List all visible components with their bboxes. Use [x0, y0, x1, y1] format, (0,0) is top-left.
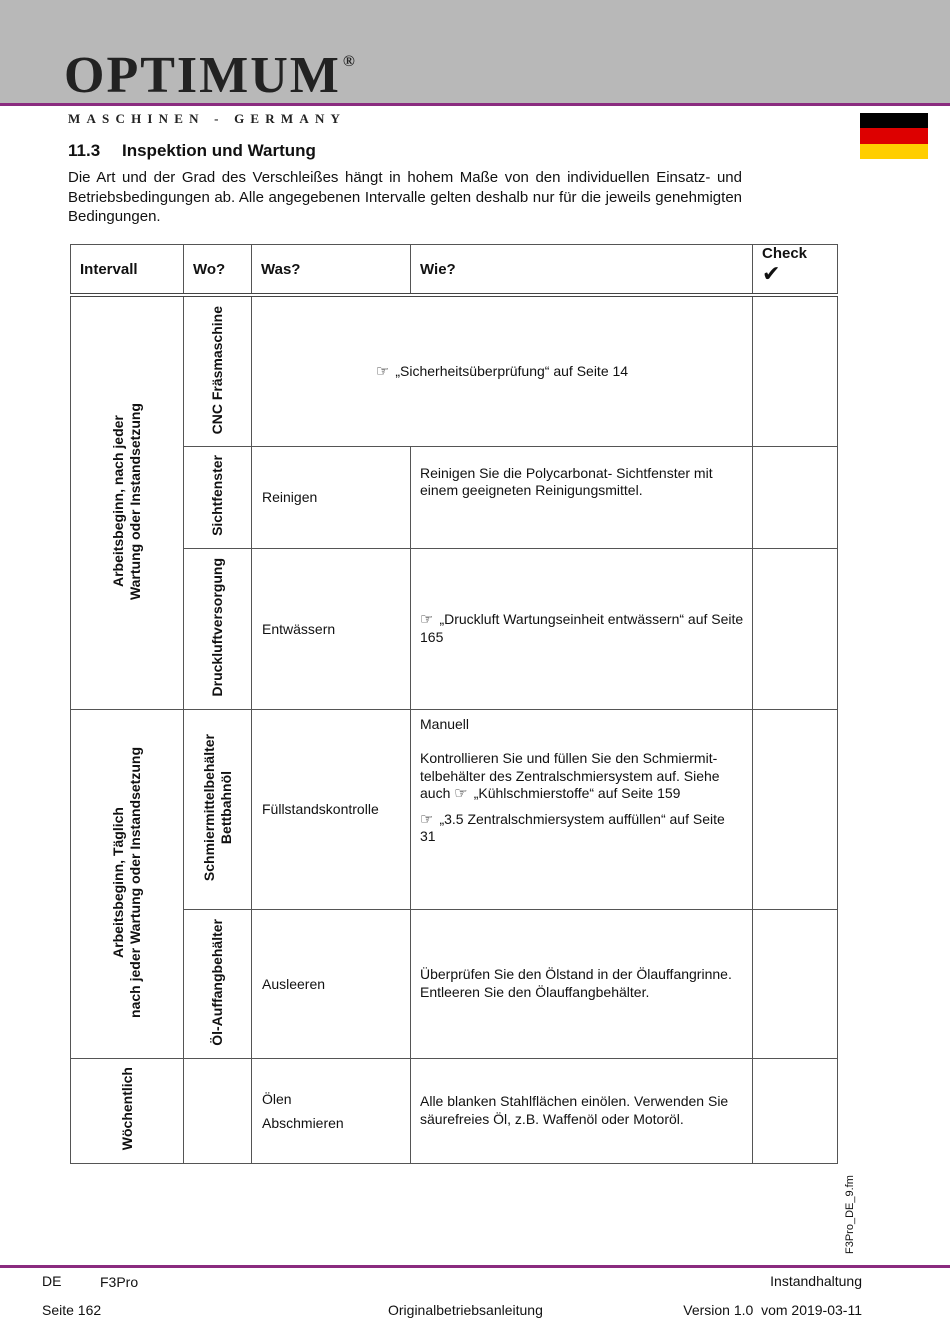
section-title: Inspektion und Wartung — [122, 141, 316, 160]
header-wie: Wie? — [411, 245, 753, 296]
wo-label: Druckluftversorgung — [209, 557, 225, 697]
header-intervall: Intervall — [71, 245, 184, 296]
wo-cell — [184, 909, 252, 1058]
reference-hand-icon: ☞ — [454, 785, 468, 802]
wie-paragraph — [420, 750, 744, 803]
was-line: Abschmieren — [262, 1114, 344, 1131]
flag-stripe-black — [860, 113, 928, 128]
footer-language: DE — [42, 1273, 62, 1289]
table-row — [71, 1058, 838, 1163]
cross-reference-link[interactable]: „Kühlschmierstoffe“ auf Seite 159 — [473, 785, 681, 801]
section-heading — [68, 141, 316, 161]
cross-reference-link[interactable]: „3.5 Zentralschmiersystem auffüllen“ auf Seite 31 — [420, 810, 725, 844]
intervall-cell — [71, 709, 184, 1058]
wo-cell — [184, 1058, 252, 1163]
check-cell[interactable] — [753, 1058, 838, 1163]
german-flag-icon — [860, 113, 928, 159]
checkmark-icon: ✔ — [762, 261, 781, 286]
reference-hand-icon: ☞ — [420, 611, 434, 628]
wie-cell: Überprüfen Sie den Ölstand in der Ölauffangrinne. Entleeren Sie den Ölauffangbehälter. — [411, 909, 753, 1058]
source-filename: F3Pro_DE_9.fm — [844, 1175, 856, 1254]
wo-cell — [184, 295, 252, 446]
wie-line: Manuell — [420, 715, 470, 732]
footer-model: F3Pro — [100, 1274, 139, 1290]
check-cell[interactable] — [753, 548, 838, 709]
was-cell: Ausleeren — [252, 909, 411, 1058]
footer-page-number: Seite 162 — [42, 1302, 102, 1318]
was-cell — [252, 1058, 411, 1163]
intervall-cell — [71, 295, 184, 709]
wie-text: Kontrollieren Sie und füllen Sie den Schmiermit-telbehälter des Zentralschmiersystem auf. Siehe auch — [420, 750, 720, 801]
header-check-label: Check — [762, 245, 808, 262]
footer-chapter: Instandhaltung — [770, 1273, 862, 1289]
wo-label: CNC Fräsmaschine — [209, 305, 225, 434]
reference-cell — [252, 295, 753, 446]
table-row — [71, 446, 838, 548]
check-cell[interactable] — [753, 909, 838, 1058]
wo-label: Sichtfenster — [209, 455, 225, 536]
flag-stripe-red — [860, 128, 928, 143]
section-number: 11.3 — [68, 141, 101, 160]
was-cell: Reinigen — [252, 446, 411, 548]
flag-stripe-gold — [860, 144, 928, 159]
table-row — [71, 295, 838, 446]
wo-label: Schmiermittelbehälter Bettbahnöl — [200, 733, 234, 882]
maintenance-table — [70, 244, 838, 1164]
was-line: Ölen — [262, 1090, 292, 1107]
wo-cell — [184, 446, 252, 548]
footer-document-type: Originalbetriebsanleitung — [388, 1302, 543, 1318]
wo-cell — [184, 548, 252, 709]
was-cell: Entwässern — [252, 548, 411, 709]
intervall-label: Arbeitsbeginn, Täglich nach jeder Wartung oder Instandsetzung — [110, 746, 143, 1018]
brand-name: OPTIMUM — [64, 47, 341, 104]
header-was: Was? — [252, 245, 411, 296]
check-cell[interactable] — [753, 295, 838, 446]
footer-divider — [0, 1265, 950, 1268]
table-row — [71, 548, 838, 709]
wie-cell — [411, 548, 753, 709]
wo-label: Öl-Auffangbehälter — [209, 918, 225, 1046]
reference-hand-icon: ☞ — [420, 810, 434, 828]
footer-version: Version 1.0 vom 2019-03-11 — [683, 1302, 862, 1318]
check-cell[interactable] — [753, 446, 838, 548]
intervall-cell — [71, 1058, 184, 1163]
cross-reference-link[interactable]: „Druckluft Wartungseinheit entwässern“ auf Seite 165 — [420, 611, 744, 645]
registered-mark: ® — [342, 53, 357, 70]
header-wo: Wo? — [184, 245, 252, 296]
table-row — [71, 709, 838, 909]
was-cell: Füllstandskontrolle — [252, 709, 411, 909]
brand-tagline: MASCHINEN - GERMANY — [68, 111, 347, 126]
intervall-label: Wöchentlich — [118, 1067, 135, 1151]
brand-logo — [64, 47, 357, 104]
wie-cell — [411, 709, 753, 909]
table-row — [71, 909, 838, 1058]
section-intro: Die Art und der Grad des Verschleißes hängt in hohem Maße von den individuellen Einsatz- und Betriebsbedingungen ab. Alle angegebenen Intervalle gelten deshalb nur für die jeweils genehmigten Bedingungen. — [68, 169, 742, 225]
header-check — [753, 245, 838, 296]
check-cell[interactable] — [753, 709, 838, 909]
reference-hand-icon: ☞ — [375, 363, 390, 381]
wie-paragraph — [420, 811, 744, 846]
wie-cell: Reinigen Sie die Polycarbonat- Sichtfenster mit einem geeigneten Reinigungsmittel. — [411, 446, 753, 548]
table-header-row — [71, 245, 838, 296]
wie-cell: Alle blanken Stahlflächen einölen. Verwenden Sie säurefreies Öl, z.B. Waffenöl oder Motoröl. — [411, 1058, 753, 1163]
intervall-label: Arbeitsbeginn, nach jeder Wartung oder Instandsetzung — [110, 402, 143, 600]
wo-cell — [184, 709, 252, 909]
cross-reference-link[interactable]: „Sicherheitsüberprüfung“ auf Seite 14 — [395, 363, 629, 380]
